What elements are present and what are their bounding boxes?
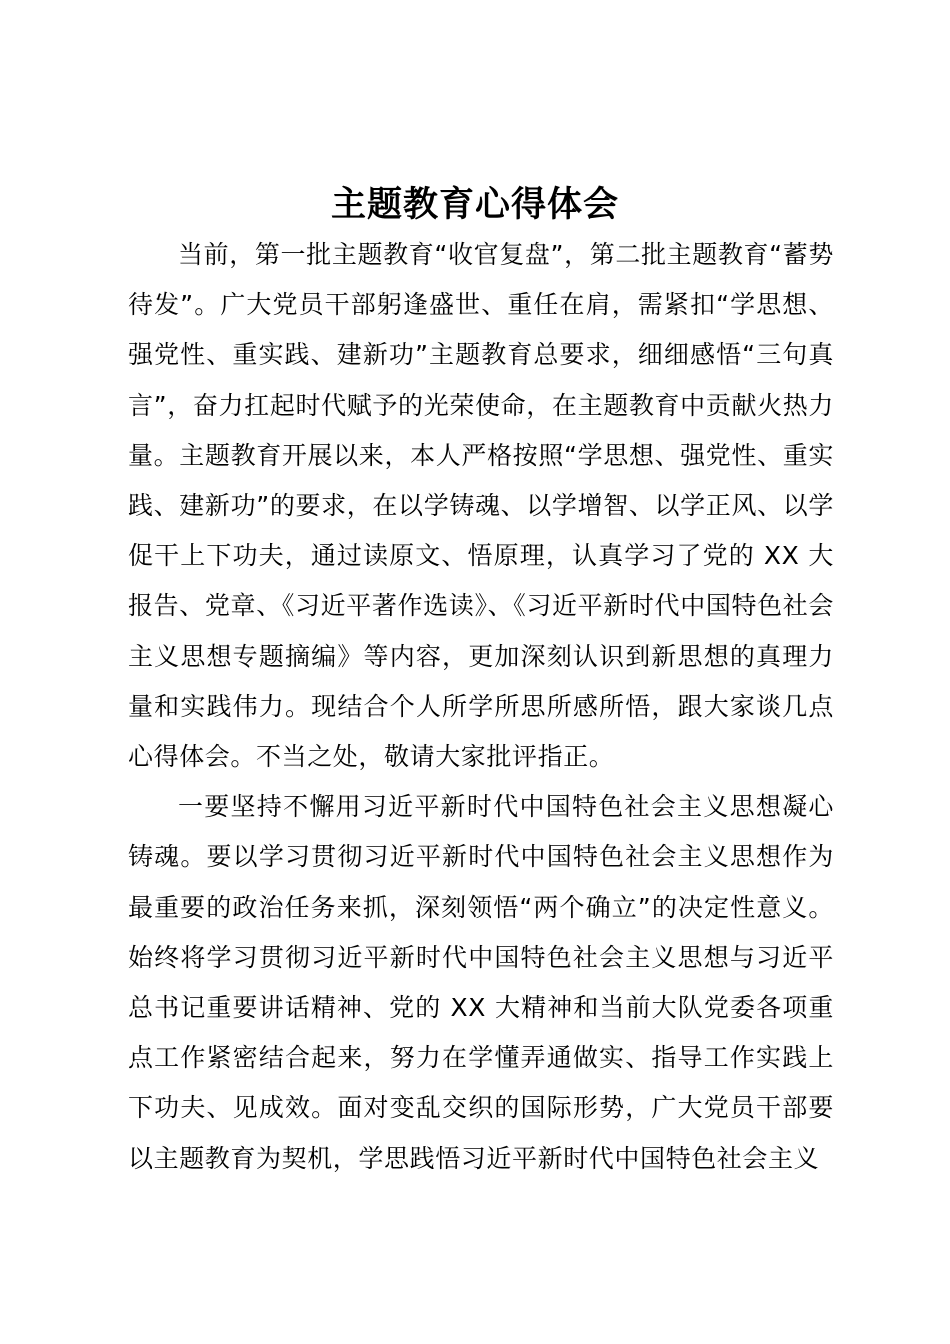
document-body (128, 230, 834, 1184)
paragraph-point-one: 一要坚持不懈用习近平新时代中国特色社会主义思想凝心铸魂。要以学习贯彻习近平新时代中国特色社会主义思想作为最重要的政治任务来抓，深刻领悟“两个确立”的决定性意义。始终将学习贯彻习近平新时代中国特色社会主义思想与习近平总书记重要讲话精神、党的 XX 大精神和当前大队党委各项重点工作紧密结合起来，努力在学懂弄通做实、指导工作实践上下功夫、见成效。面对变乱交织的国际形势，广大党员干部要以主题教育为契机，学思践悟习近平新时代中国特色社会主义 (128, 792, 834, 1173)
document-title: 主题教育心得体会 (330, 185, 619, 225)
paragraph-intro: 当前，第一批主题教育“收官复盘”，第二批主题教育“蓄势待发”。广大党员干部躬逢盛世、重任在肩，需紧扣“学思想、强党性、重实践、建新功”主题教育总要求，细细感悟“三句真言”，奋力扛起时代赋予的光荣使命，在主题教育中贡献火热力量。主题教育开展以来，本人严格按照“学思想、强党性、重实践、建新功”的要求，在以学铸魂、以学增智、以学正风、以学促干上下功夫，通过读原文、悟原理，认真学习了党的 XX 大报告、党章、《习近平著作选读》、《习近平新时代中国特色社会主义思想专题摘编》等内容，更加深刻认识到新思想的真理力量和实践伟力。现结合个人所学所思所感所悟，跟大家谈几点心得体会。不当之处，敬请大家批评指正。 (128, 240, 834, 772)
